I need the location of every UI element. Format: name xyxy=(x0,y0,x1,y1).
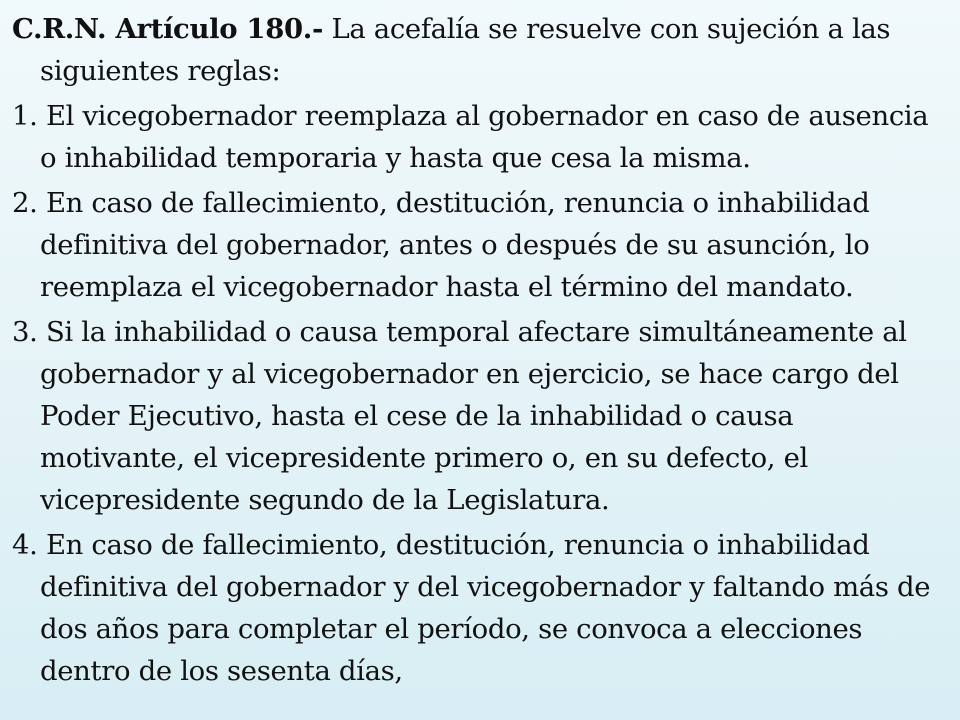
rule-item-3 xyxy=(12,311,936,521)
rule-text: En caso de fallecimiento, destitución, renuncia o inhabilidad definitiva del gobernador y del vicegobernador y faltando más de dos años para completar el período, se convoca a elecciones dentro de los sesenta días, xyxy=(37,529,931,687)
rule-item-2 xyxy=(12,182,936,308)
article-heading xyxy=(12,8,936,92)
rule-item-1 xyxy=(12,95,936,179)
rule-number: 3. xyxy=(12,316,38,348)
article-title: C.R.N. Artículo 180.- xyxy=(12,13,324,45)
rule-text: En caso de fallecimiento, destitución, renuncia o inhabilidad definitiva del gobernador, antes o después de su asunción, lo reemplaza el vicegobernador hasta el término del mandato. xyxy=(37,187,870,303)
rule-number: 4. xyxy=(12,529,38,561)
article-intro: La acefalía se resuelve con sujeción a las siguientes reglas: xyxy=(40,13,891,87)
rule-number: 2. xyxy=(12,187,38,219)
rule-item-4 xyxy=(12,524,936,692)
rule-text: Si la inhabilidad o causa temporal afectare simultáneamente al gobernador y al vicegobernador en ejercicio, se hace cargo del Poder Ejecutivo, hasta el cese de la inhabilidad o causa motivante, el vicepresidente primero o, en su defecto, el vicepresidente segundo de la Legislatura. xyxy=(37,316,907,516)
rule-number: 1. xyxy=(12,100,38,132)
rule-text: El vicegobernador reemplaza al gobernador en caso de ausencia o inhabilidad temporaria y hasta que cesa la misma. xyxy=(37,100,929,174)
